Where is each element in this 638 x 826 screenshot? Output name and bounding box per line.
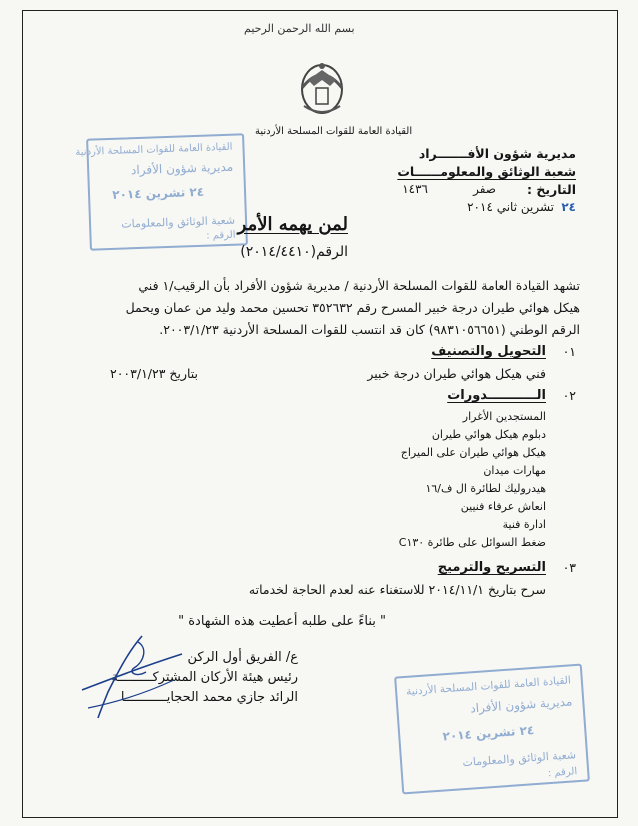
- section-3-number: ٠٣: [562, 560, 576, 575]
- emblem-icon: [294, 58, 350, 120]
- signature-line-3: الرائد جازي محمد الحجايـــــــــــا: [120, 690, 298, 705]
- handwritten-signature: [78, 632, 188, 722]
- hijri-month: صفر: [473, 182, 496, 196]
- signature-line-2: رئيس هيئة الأركان المشتركـــــــــة: [111, 670, 298, 685]
- course-item: المستجدين الأغرار: [462, 410, 546, 423]
- course-item: انعاش عرفاء فنيين: [460, 500, 546, 513]
- official-stamp-top: [75, 133, 248, 250]
- course-item: مهارات ميدان: [483, 464, 546, 477]
- stamp-line-4: شعبة الوثائق والمعلومات: [121, 213, 236, 231]
- section-label: شعبة الوثائق والمعلومــــــات: [397, 164, 576, 179]
- org-name: القيادة العامة للقوات المسلحة الأردنية: [255, 126, 413, 137]
- reference-number: الرقم(٢٠١٤/٤٤١٠): [240, 244, 348, 260]
- section-1-date: بتاريخ ٢٠٠٣/١/٢٣: [110, 366, 199, 381]
- stamp-line-5: الرقم :: [547, 766, 578, 780]
- course-item: دبلوم هيكل هوائي طيران: [431, 428, 546, 441]
- course-item: هيدروليك لطائرة ال ف/١٦: [425, 482, 546, 495]
- closing-statement: " بناءً على طلبه أعطيت هذه الشهادة ": [178, 614, 386, 629]
- body-line-3: الرقم الوطني (٩٨٣١٠٥٦٦٥١) كان قد انتسب للقوات المسلحة الأردنية ٢٠٠٣/١/٢٣.: [159, 322, 580, 337]
- stamp-line-4: شعبة الوثائق والمعلومات: [462, 748, 577, 770]
- basmala: بسم الله الرحمن الرحيم: [244, 22, 355, 35]
- greg-day: ٢٤: [561, 200, 576, 214]
- stamp-date: ٢٤ تشرين ٢٠١٤: [112, 184, 205, 202]
- directorate-label: مديرية شؤون الأفـــــــراد: [418, 146, 576, 161]
- stamp-line-1: القيادة العامة للقوات المسلحة الأردنية: [75, 141, 233, 159]
- body-line-1: تشهد القيادة العامة للقوات المسلحة الأردنية / مديرية شؤون الأفراد بأن الرقيب/١ فني: [138, 278, 580, 293]
- stamp-line-5: الرقم :: [206, 229, 236, 242]
- course-item: هيكل هوائي طيران على الميراج: [400, 446, 546, 459]
- stamp-line-1: القيادة العامة للقوات المسلحة الأردنية: [405, 674, 572, 698]
- section-1-line: فني هيكل هوائي طيران درجة خبير: [367, 366, 546, 381]
- body-line-2: هيكل هوائي طيران درجة خبير المسرح رقم ٣٥٢٦٣٢ تحسين محمد وليد من عمان ويحمل: [125, 300, 580, 315]
- section-2-heading: الـــــــــــدورات: [447, 388, 546, 403]
- section-1-number: ٠١: [562, 344, 576, 359]
- course-item: ضغط السوائل على طائرة C١٣٠: [398, 536, 546, 549]
- course-item: ادارة فنية: [502, 518, 546, 531]
- section-3-line: سرح بتاريخ ٢٠١٤/١١/١ للاستغناء عنه لعدم الحاجة لخدماته: [248, 582, 546, 597]
- stamp-line-2: مديرية شؤون الأفراد: [130, 159, 234, 178]
- stamp-date: ٢٤ تشرين ٢٠١٤: [442, 723, 535, 744]
- date-label: التاريخ :: [526, 182, 576, 197]
- section-3-heading: التسريح والترميج: [437, 560, 546, 575]
- section-1-heading: التحويل والتصنيف: [431, 344, 546, 359]
- section-2-number: ٠٢: [562, 388, 576, 403]
- hijri-year: ١٤٣٦: [402, 182, 428, 196]
- official-stamp-bottom: [394, 664, 590, 795]
- document-title: لمن يهمه الأمر: [237, 214, 348, 235]
- greg-month-year: تشرين ثاني ٢٠١٤: [467, 200, 554, 214]
- signature-line-1: ع/ الفريق أول الركن: [187, 650, 298, 665]
- stamp-line-2: مديرية شؤون الأفراد: [469, 694, 573, 716]
